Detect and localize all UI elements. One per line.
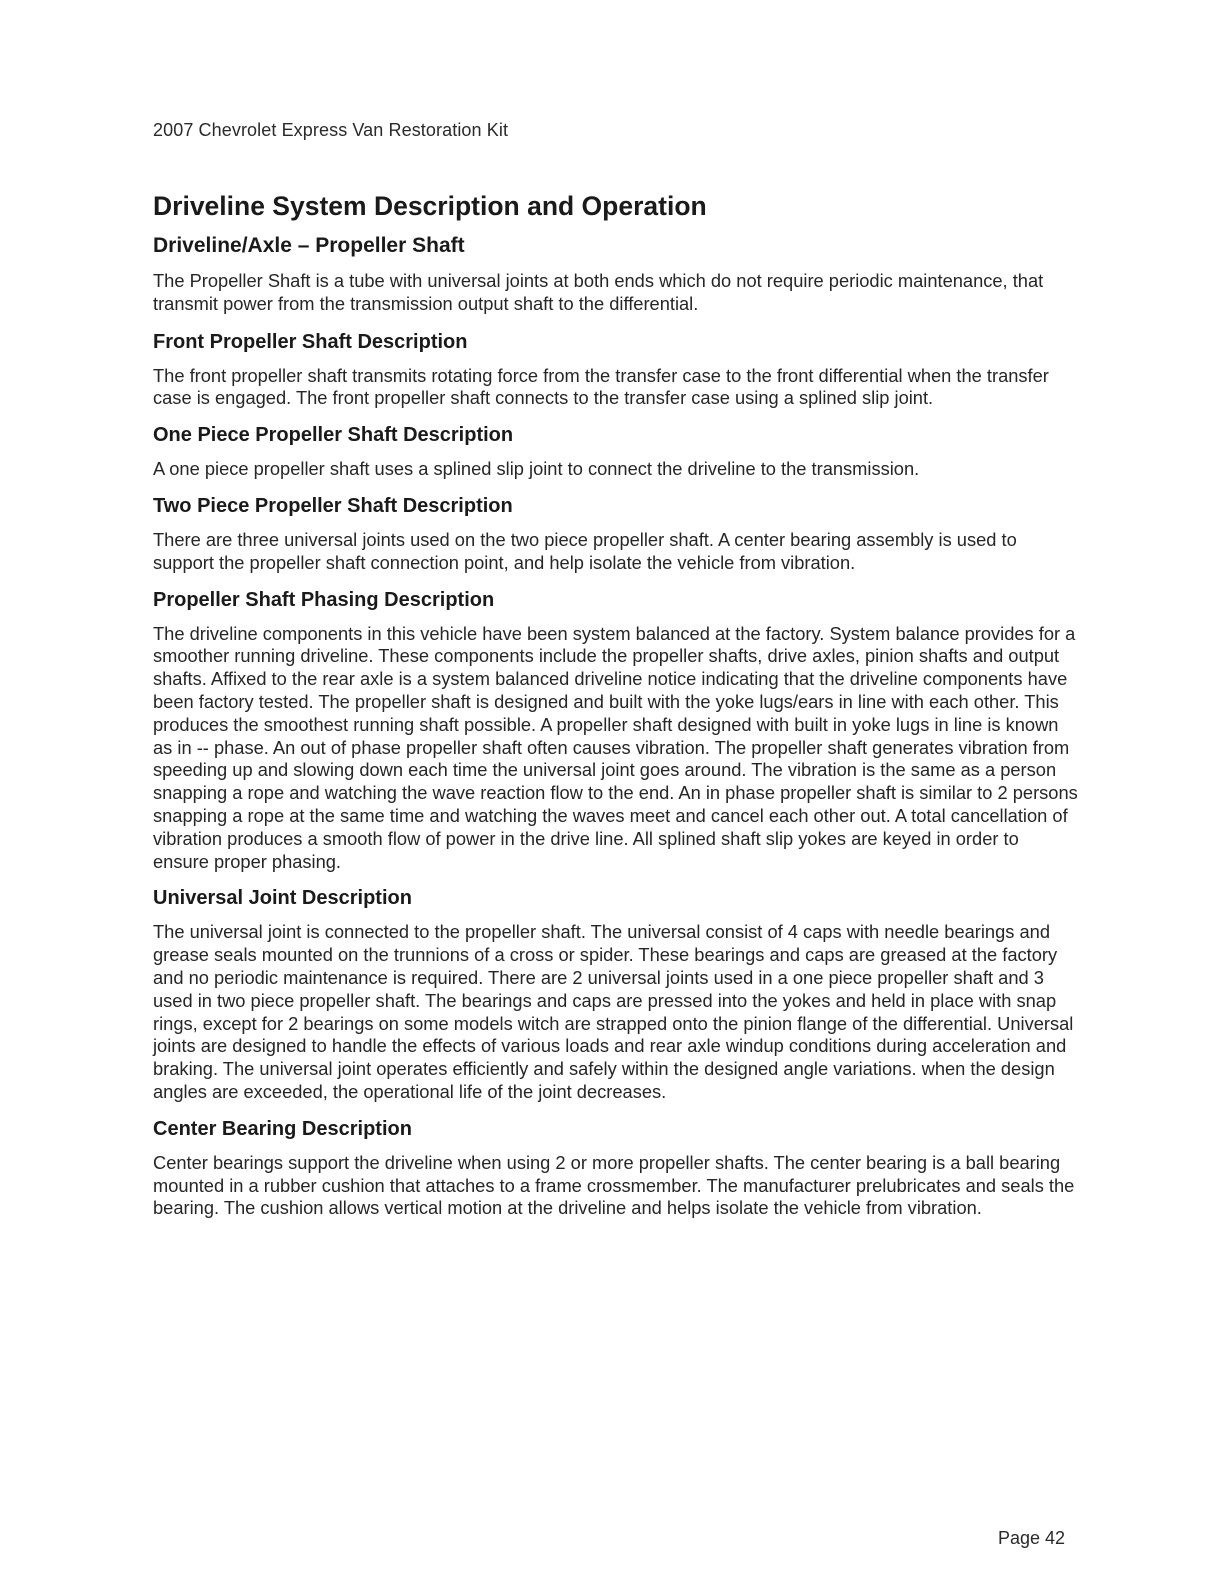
section-heading-universal-joint: Universal Joint Description bbox=[153, 887, 412, 910]
section-body-two-piece-shaft: There are three universal joints used on the two piece propeller shaft. A center bearing assembly is used to support the propeller shaft connection point, and help isolate the vehicle from vibration. bbox=[153, 528, 1017, 573]
section-heading-shaft-phasing: Propeller Shaft Phasing Description bbox=[153, 588, 495, 611]
document-header: 2007 Chevrolet Express Van Restoration Kit bbox=[153, 120, 509, 140]
section-body-shaft-phasing: The driveline components in this vehicle have been system balanced at the factory. System balance provides for a smoother running driveline. These components include the propeller shafts, drive axles, pinion shafts and output shafts. Affixed to the rear axle is a system balanced driveline notice indicating that the driveline components have been factory tested. The propeller shaft is designed and built with the yoke lugs/ears in line with each other. This produces the smoothest running shaft possible. A propeller shaft designed with built in yoke lugs in line is known as in -- phase. An out of phase propeller shaft often causes vibration. The propeller shaft generates vibration from speeding up and slowing down each time the universal joint goes around. The vibration is the same as a person snapping a rope and watching the wave reaction flow to the end. An in phase propeller shaft is similar to 2 persons snapping a rope at the same time and watching the waves meet and cancel each other out. A total cancellation of vibration produces a smooth flow of power in the drive line. All splined shaft slip yokes are keyed in order to ensure proper phasing. bbox=[153, 622, 1078, 872]
section-body-front-propeller-shaft: The front propeller shaft transmits rotating force from the transfer case to the front differential when the transfer case is engaged. The front propeller shaft connects to the transfer case using a splined slip joint. bbox=[153, 364, 1049, 409]
section-heading-two-piece-shaft: Two Piece Propeller Shaft Description bbox=[153, 494, 513, 517]
page-title: Driveline System Description and Operation bbox=[153, 191, 707, 221]
subtitle: Driveline/Axle – Propeller Shaft bbox=[153, 234, 465, 257]
section-body-universal-joint: The universal joint is connected to the propeller shaft. The universal consist of 4 caps with needle bearings and grease seals mounted on the trunnions of a cross or spider. These bearings and caps are greased at the factory and no periodic maintenance is required. There are 2 universal joints used in a one piece propeller shaft and 3 used in two piece propeller shaft. The bearings and caps are pressed into the yokes and held in place with snap rings, except for 2 bearings on some models witch are strapped onto the pinion flange of the differential. Universal joints are designed to handle the effects of various loads and rear axle windup conditions during acceleration and braking. The universal joint operates efficiently and safely within the designed angle variations. when the design angles are exceeded, the operational life of the joint decreases. bbox=[153, 921, 1074, 1102]
document-body bbox=[153, 188, 1079, 1220]
section-body-one-piece-shaft: A one piece propeller shaft uses a splined slip joint to connect the driveline to the transmission. bbox=[153, 458, 920, 480]
section-heading-front-propeller-shaft: Front Propeller Shaft Description bbox=[153, 330, 468, 353]
section-body-center-bearing: Center bearings support the driveline when using 2 or more propeller shafts. The center bearing is a ball bearing mounted in a rubber cushion that attaches to a frame crossmember. The manufacturer prelubricates and seals the bearing. The cushion allows vertical motion at the driveline and helps isolate the vehicle from vibration. bbox=[153, 1151, 1075, 1219]
intro-paragraph: The Propeller Shaft is a tube with universal joints at both ends which do not require periodic maintenance, that transmit power from the transmission output shaft to the differential. bbox=[153, 270, 1044, 314]
page-number: Page 42 bbox=[998, 1528, 1066, 1548]
section-heading-one-piece-shaft: One Piece Propeller Shaft Description bbox=[153, 424, 514, 447]
section-heading-center-bearing: Center Bearing Description bbox=[153, 1117, 412, 1140]
